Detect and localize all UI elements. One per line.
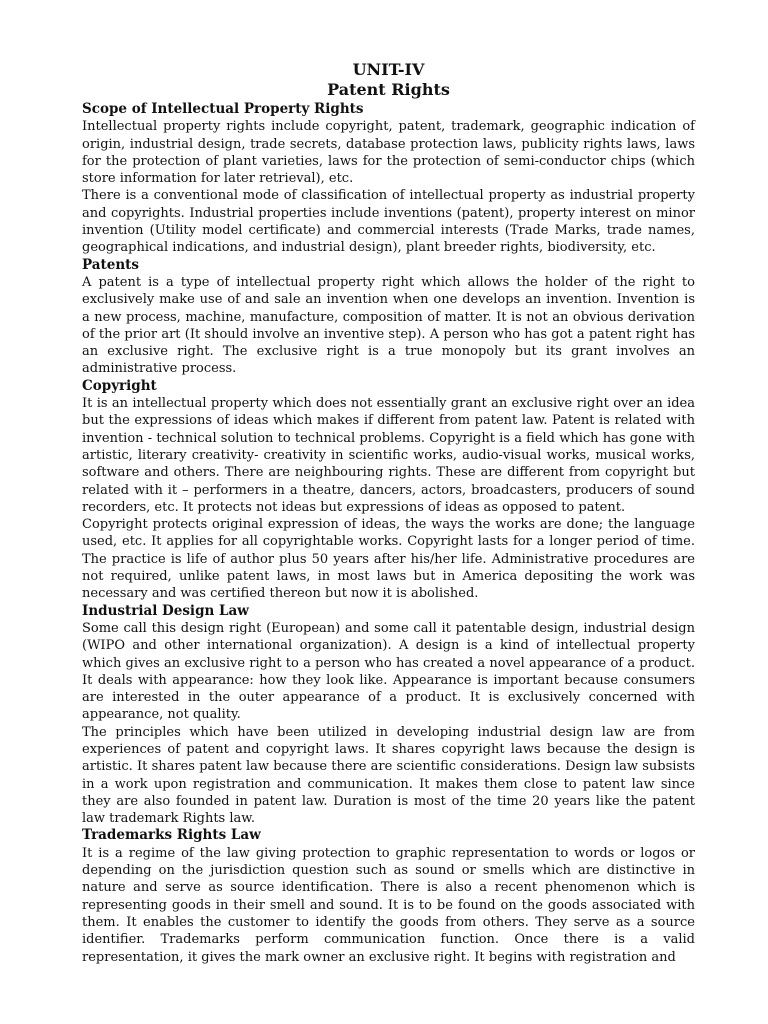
section-heading: Patents <box>82 256 140 273</box>
section-scope <box>82 101 695 257</box>
page-title: Patent Rights <box>327 80 450 99</box>
section-heading: Scope of Intellectual Property Rights <box>82 101 364 117</box>
section-heading: Copyright <box>82 377 157 394</box>
paragraph: It is an intellectual property which does not essentially grant an exclusive right over an idea but the expressions of ideas which makes if different from patent law. Patent is related with invention - technical solution to technical problems. Copyright is a field which has gone with artistic, literary creativity- creativity in scientific works, audio-visual works, musical works, software and others. There are neighbouring rights. These are different from copyright but related with it – performers in a theatre, dancers, actors, broadcasters, producers of sound recorders, etc. It protects not ideas but expressions of ideas as opposed to patent. <box>82 396 695 515</box>
paragraph: The principles which have been utilized in developing industrial design law are from experiences of patent and copyright laws. It shares copyright laws because the design is artistic. It shares patent law because there are scientific considerations. Design law subsists in a work upon registration and communication. It makes them close to patent law since they are also founded in patent law. Duration is most of the time 20 years like the patent law trademark Rights law. <box>82 724 695 827</box>
section-copyright <box>82 378 695 603</box>
paragraph: Copyright protects original expression of ideas, the ways the works are done; the language used, etc. It applies for all copyrightable works. Copyright lasts for a longer period of time. The practice is life of author plus 50 years after his/her life. Administrative procedures are not required, unlike patent laws, in most laws but in America depositing the work was necessary and was certified thereon but now it is abolished. <box>82 517 695 602</box>
paragraph: A patent is a type of intellectual property right which allows the holder of the right to exclusively make use of and sale an invention when one develops an invention. Invention is a new process, machine, manufacture, composition of matter. It is not an obvious derivation of the prior art (It should involve an inventive step). A person who has got a patent right has an exclusive right. The exclusive right is a true monopoly but its grant involves an administrative process. <box>82 274 695 377</box>
paragraph: Some call this design right (European) and some call it patentable design, industrial design (WIPO and other international organization). A design is a kind of intellectual property which gives an exclusive right to a person who has created a novel appearance of a product. It deals with appearance: how they look like. Appearance is important because consumers are interested in the outer appearance of a product. It is exclusively concerned with appearance, not quality. <box>82 620 695 723</box>
section-industrial-design <box>82 603 695 828</box>
section-trademarks <box>82 827 695 965</box>
unit-title: UNIT-IV <box>352 60 425 79</box>
section-patents <box>82 257 695 378</box>
paragraph: Intellectual property rights include copyright, patent, trademark, geographic indication of origin, industrial design, trade secrets, database protection laws, publicity rights laws, laws for the protection of plant varieties, laws for the protection of semi-conductor chips (which store information for later retrieval), etc. <box>82 119 695 187</box>
section-heading: Industrial Design Law <box>82 602 249 619</box>
section-heading: Trademarks Rights Law <box>82 827 261 844</box>
paragraph: It is a regime of the law giving protection to graphic representation to words or logos or depending on the jurisdiction question such as sound or smells which are distinctive in nature and serve as source identification. There is also a recent phenomenon which is representing goods in their smell and sound. It is to be found on the goods associated with them. It enables the customer to identify the goods from others. They serve as a source identifier. Trademarks perform communication function. Once there is a valid representation, it gives the mark owner an exclusive right. It begins with registration and <box>82 845 695 965</box>
paragraph: There is a conventional mode of classification of intellectual property as industrial property and copyrights. Industrial properties include inventions (patent), property interest on minor invention (Utility model certificate) and commercial interests (Trade Marks, trade names, geographical indications, and industrial design), plant breeder rights, biodiversity, etc. <box>82 188 695 256</box>
